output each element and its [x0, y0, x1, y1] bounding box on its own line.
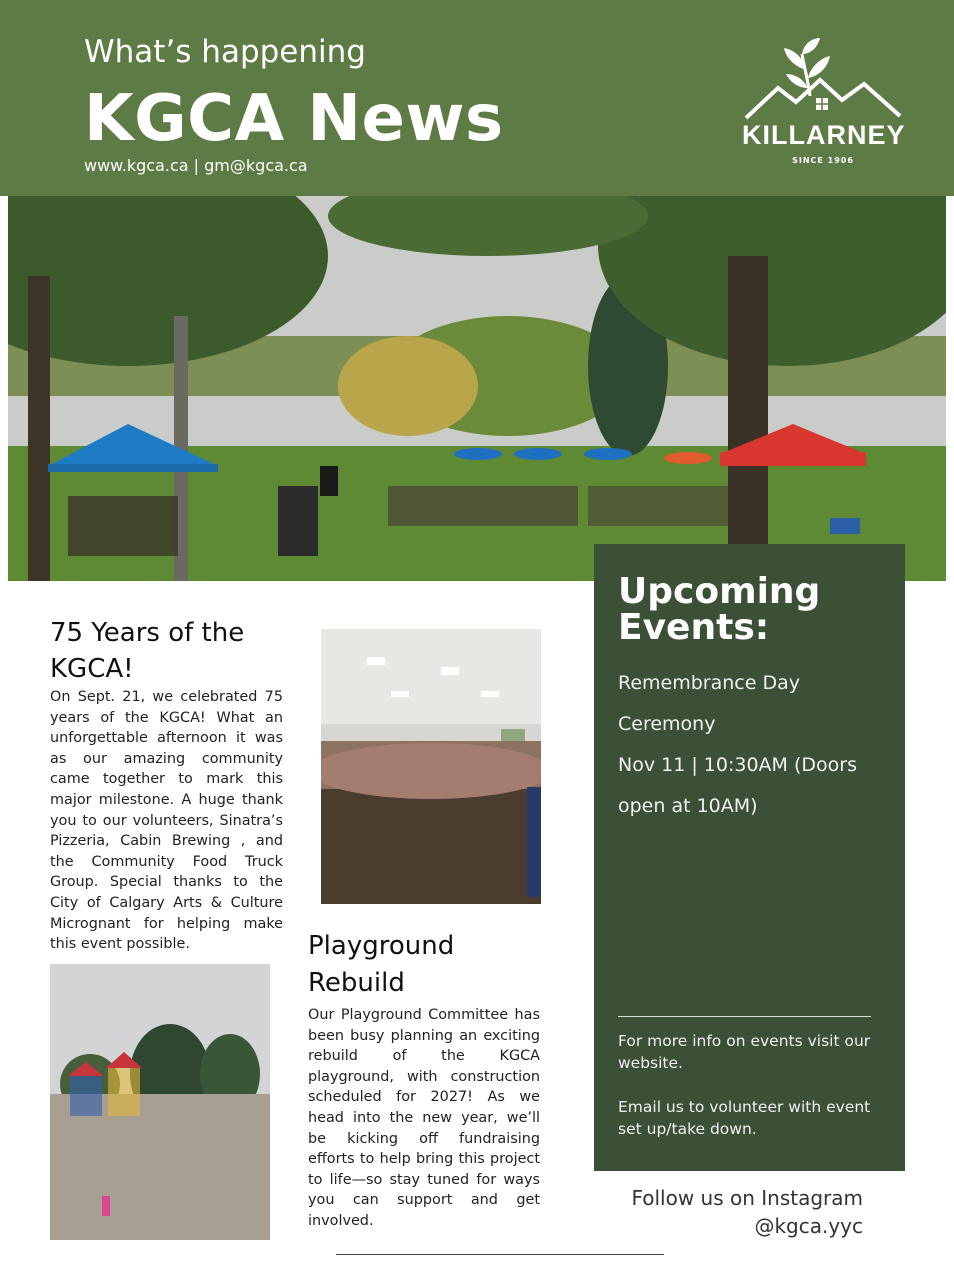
events-heading: Upcoming Events: [618, 571, 821, 648]
article-body-75-years: On Sept. 21, we celebrated 75 years of the KGCA! What an unforgettable afternoon it was as our amazing community came together to mark this major milestone. A huge thank you to our volunteers, Sinatra’s Pizzeria, Cabin Brewing , and the Community Food Truck Group. Special thanks to the City of Calgary Arts & Culture Micrognant for helping make this event possible. [50, 689, 283, 953]
article-heading-75-years: 75 Years of the KGCA! [50, 618, 245, 684]
event-line-2: Ceremony [618, 713, 716, 735]
follow-line: Follow us on Instagram [631, 1186, 863, 1210]
event-line-3: Nov 11 | 10:30AM (Doors [618, 754, 857, 776]
photo-playground [50, 964, 270, 1240]
article-heading-playground: Playground Rebuild [308, 931, 455, 998]
killarney-logo [742, 36, 904, 170]
page-title: KGCA News [84, 82, 504, 156]
logo-wordmark: KILLARNEY [742, 120, 906, 150]
photo-community-hall-crowd [321, 629, 541, 904]
events-info-website: For more info on events visit our website. [618, 1032, 871, 1072]
logo-since: SINCE 1906 [792, 156, 854, 165]
house-plant-icon [742, 36, 904, 120]
header-contact: www.kgca.ca | gm@kgca.ca [84, 156, 308, 175]
upcoming-events-panel [594, 544, 905, 1171]
events-info-volunteer: Email us to volunteer with event set up/take down. [618, 1098, 871, 1138]
footer-divider [336, 1254, 664, 1255]
hero-photo-community-event [8, 196, 946, 581]
hall-photo-illustration [321, 629, 541, 904]
instagram-handle[interactable]: @kgca.yyc [754, 1214, 863, 1238]
header-banner [0, 0, 954, 196]
instagram-follow [600, 1184, 863, 1240]
event-line-4: open at 10AM) [618, 795, 758, 817]
events-divider [618, 1016, 871, 1017]
header-kicker: What’s happening [84, 34, 366, 70]
article-body-playground: Our Playground Committee has been busy planning an exciting rebuild of the KGCA playground, with construction scheduled for 2027! As we head into the new year, we’ll be kicking off fundraising efforts to help bring this project to life—so stay tuned for ways you can support and get involved. [308, 1007, 540, 1229]
event-line-1: Remembrance Day [618, 672, 800, 694]
playground-photo-illustration [50, 964, 270, 1240]
hero-photo-illustration [8, 196, 946, 581]
